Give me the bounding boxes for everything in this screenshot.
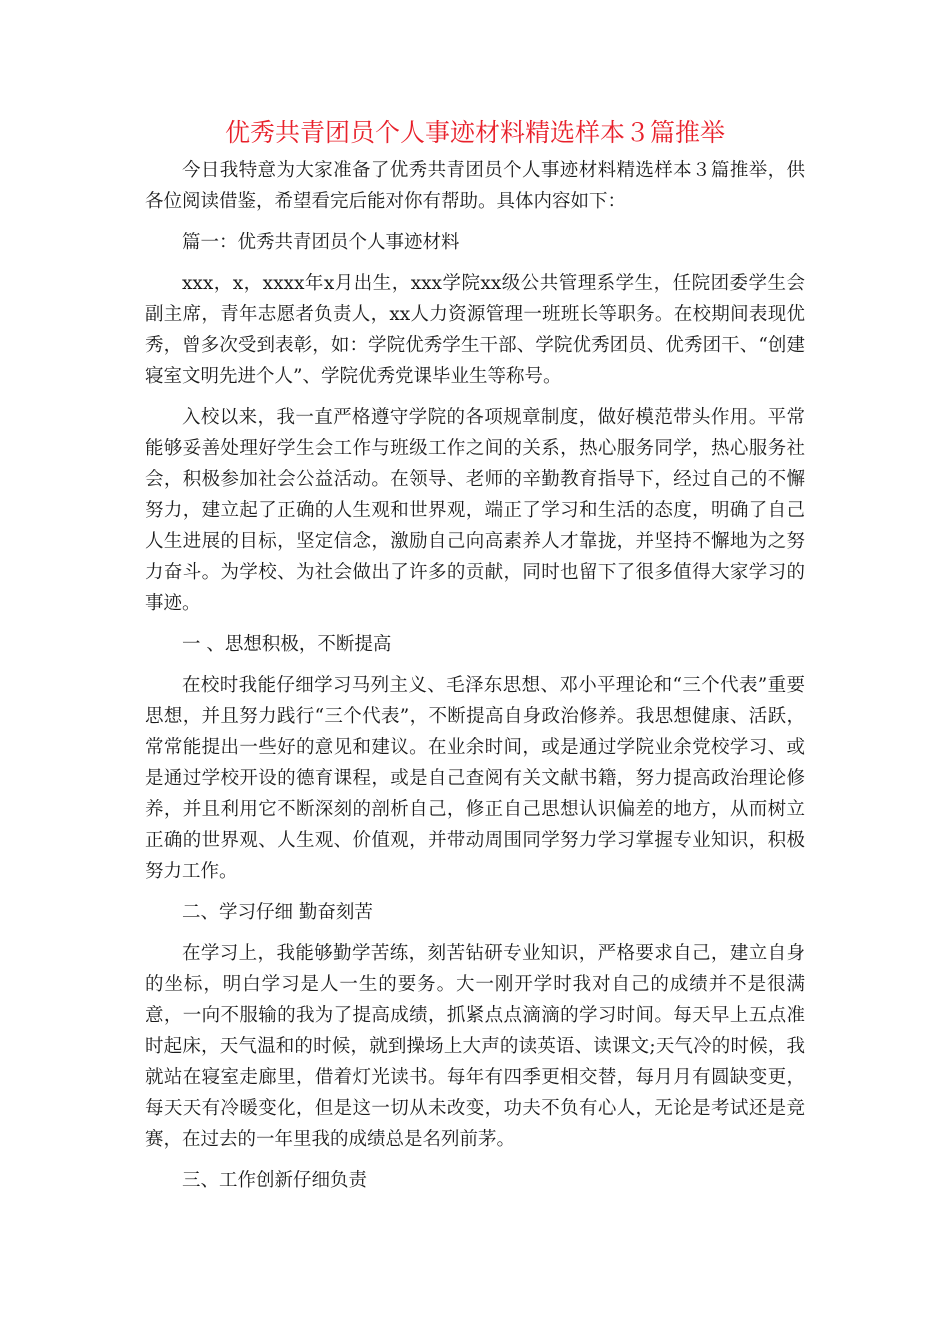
subheading-work: 三、工作创新仔细负责 [182, 1170, 368, 1191]
study-paragraph: 在学习上，我能够勤学苦练，刻苦钻研专业知识，严格要求自己，建立自身的坐标，明白学习是人一生的要务。大一刚开学时我对自己的成绩并不是很满意，一向不服输的我为了提高成绩，抓紧点点滴滴的学习时间。每天早上五点准时起床，天气温和的时候，就到操场上大声的读英语、读课文;天气冷的时候，我就站在寝室走廊里，借着灯光读书。每年有四季更相交替，每月月有圆缺变更，每天天有冷暖变化，但是这一切从未改变，功夫不负有心人，无论是考试还是竞赛，在过去的一年里我的成绩总是名列前茅。 [145, 943, 805, 1150]
document-body [145, 155, 805, 1196]
since-enrollment-paragraph: 入校以来，我一直严格遵守学院的各项规章制度，做好模范带头作用。平常能够妥善处理好学生会工作与班级工作之间的关系，热心服务同学，热心服务社会，积极参加社会公益活动。在领导、老师的辛勤教育指导下，经过自己的不懈努力，建立起了正确的人生观和世界观，端正了学习和生活的态度，明确了自己人生进展的目标，坚定信念，激励自己向高素养人才靠拢，并坚持不懈地为之努力奋斗。为学校、为社会做出了许多的贡献，同时也留下了很多值得大家学习的事迹。 [145, 407, 805, 614]
section-heading-part-one: 篇一：优秀共青团员个人事迹材料 [182, 232, 460, 253]
subheading-study: 二、学习仔细 勤奋刻苦 [182, 902, 373, 923]
subheading-thought: 一 、思想积极，不断提高 [182, 634, 392, 655]
intro-paragraph: 今日我特意为大家准备了优秀共青团员个人事迹材料精选样本３篇推举，供各位阅读借鉴，希望看完后能对你有帮助。具体内容如下： [145, 160, 805, 212]
document-title: 优秀共青团员个人事迹材料精选样本３篇推举 [224, 118, 725, 147]
profile-paragraph: xxx，x，xxxx年x月出生，xxx学院xx级公共管理系学生，任院团委学生会副主席，青年志愿者负责人，xx人力资源管理一班班长等职务。在校期间表现优秀，曾多次受到表彰，如：学院优秀学生干部、学院优秀团员、优秀团干、“创建寝室文明先进个人”、学院优秀党课毕业生等称号。 [145, 273, 805, 387]
thought-paragraph: 在校时我能仔细学习马列主义、毛泽东思想、邓小平理论和“三个代表”重要思想，并且努力践行“三个代表”，不断提高自身政治修养。我思想健康、活跃，常常能提出一些好的意见和建议。在业余时间，或是通过学院业余党校学习、或是通过学校开设的德育课程，或是自己查阅有关文献书籍，努力提高政治理论修养，并且利用它不断深刻的剖析自己，修正自己思想认识偏差的地方，从而树立正确的世界观、人生观、价值观，并带动周围同学努力学习掌握专业知识，积极努力工作。 [145, 675, 805, 882]
